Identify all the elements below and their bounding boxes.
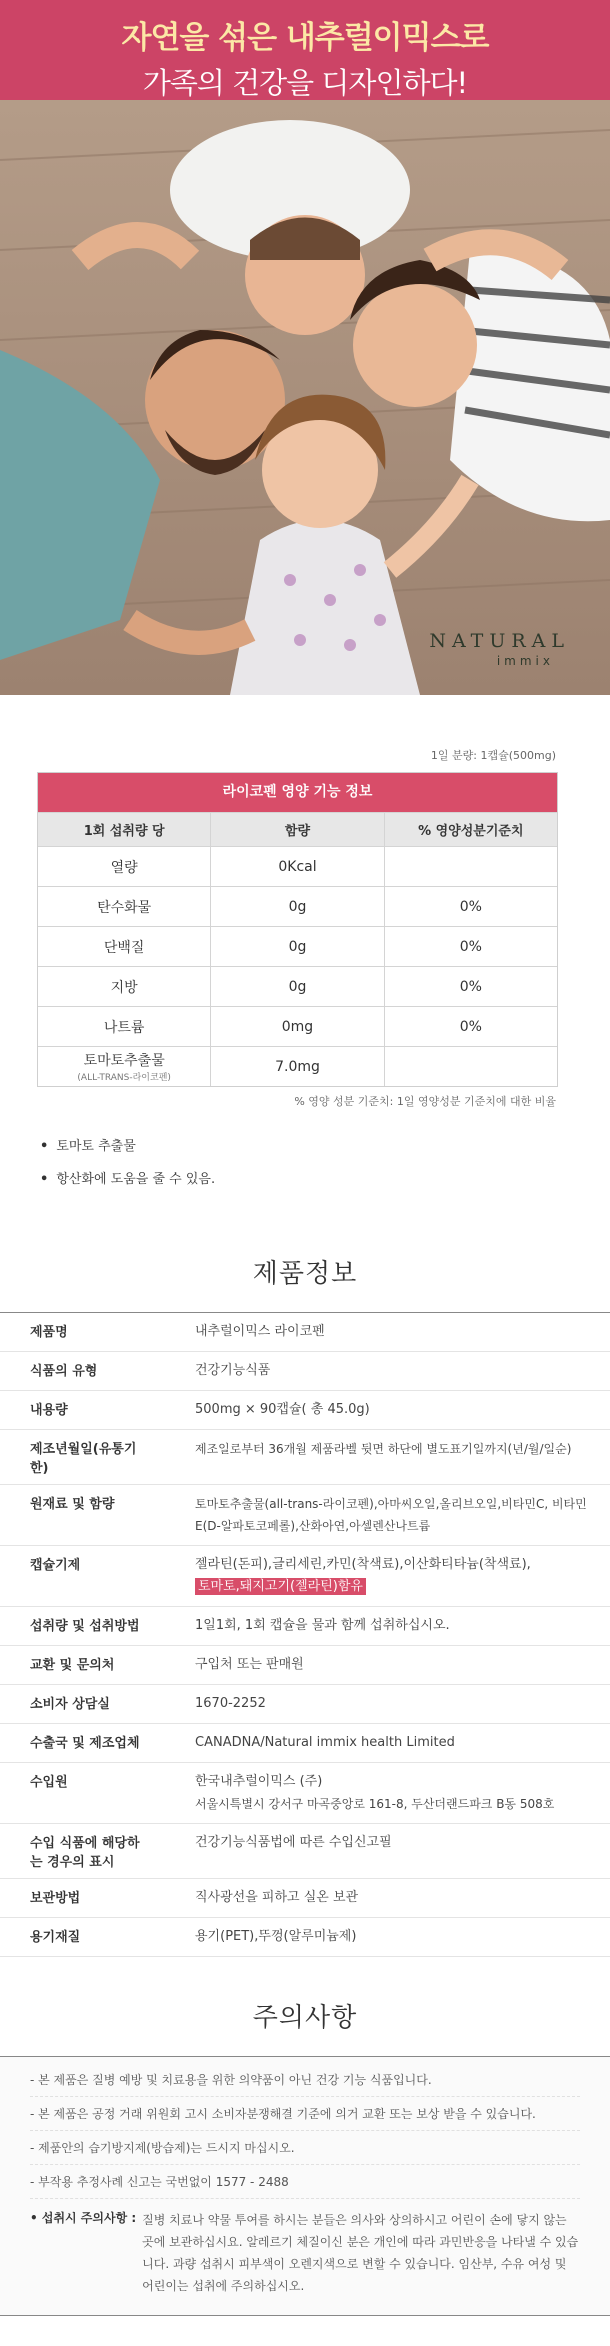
table-row: [0, 1685, 610, 1724]
caution-line: - 본 제품은 질병 예방 및 치료용을 위한 의약품이 아닌 건강 기능 식품입니다.: [30, 2063, 580, 2097]
info-key: 제조년월일(유통기한): [30, 1442, 137, 1476]
hero-section: [0, 0, 610, 695]
nutrient-name: 탄수화물: [97, 899, 152, 916]
column-header: 함량: [210, 813, 383, 846]
caution-title: 주의사항: [252, 2003, 358, 2033]
nutrition-table-header: [38, 812, 557, 846]
table-row: [38, 966, 557, 1006]
info-key: 교환 및 문의처: [30, 1658, 115, 1673]
intake-caution: [30, 2199, 580, 2305]
nutrient-amount: 0g: [210, 927, 383, 966]
info-key: 수입원: [30, 1775, 68, 1790]
nutrient-amount: 0mg: [210, 1007, 383, 1046]
info-value-cell: [150, 1546, 610, 1606]
info-value-cell: [150, 1763, 610, 1823]
nutrient-dv: 0%: [384, 927, 557, 966]
nutrient-name: 지방: [110, 979, 138, 996]
table-row: [38, 926, 557, 966]
list-item: • 항산화에 도움을 줄 수 있음.: [40, 1168, 215, 1187]
nutrient-name: 열량: [110, 859, 138, 876]
info-key: 식품의 유형: [30, 1364, 98, 1379]
nutrient-name: 단백질: [103, 939, 145, 956]
info-value: 1670-2252: [195, 1696, 266, 1711]
nutrient-amount: 7.0mg: [210, 1047, 383, 1086]
product-info-title: 제품정보: [252, 1259, 358, 1289]
table-row: [0, 1546, 610, 1607]
nutrient-subname: (ALL-TRANS-라이코펜): [77, 1073, 171, 1083]
list-item: • 토마토 추출물: [40, 1135, 215, 1154]
table-row: [0, 1430, 610, 1485]
table-row: [0, 1763, 610, 1824]
hero-headline-line1: 자연을 섞은 내추럴이믹스로: [121, 20, 489, 56]
info-value: CANADNA/Natural immix health Limited: [195, 1735, 455, 1750]
info-key: 캡슐기제: [30, 1558, 81, 1573]
info-key: 용기재질: [30, 1930, 81, 1945]
dv-footnote: % 영양 성분 기준치: 1일 영양성분 기준치에 대한 비율: [294, 1095, 556, 1108]
info-value: 500mg × 90캡슐( 총 45.0g): [195, 1402, 370, 1417]
info-value: 용기(PET),뚜껑(알루미늄제): [195, 1929, 357, 1944]
info-value: 구입처 또는 판매원: [195, 1657, 304, 1672]
table-row: [0, 1824, 610, 1879]
table-row: [0, 1879, 610, 1918]
nutrient-dv: [384, 847, 557, 886]
caution-line: - 부작용 추정사례 신고는 국번없이 1577 - 2488: [30, 2165, 580, 2199]
info-value: 건강기능식품법에 따른 수입신고필: [195, 1835, 392, 1850]
info-value: 직사광선을 피하고 실온 보관: [195, 1890, 359, 1905]
brand-logo: [429, 630, 570, 668]
table-row: [38, 1046, 557, 1086]
nutrient-name-cell: [38, 1047, 210, 1086]
brand-name: NATURAL: [429, 630, 570, 652]
nutrient-dv: 0%: [384, 887, 557, 926]
info-value-address: 서울시특별시 강서구 마곡중앙로 161-8, 두산더랜드파크 B동 508호: [195, 1797, 555, 1811]
table-row: [38, 1006, 557, 1046]
info-key: 수출국 및 제조업체: [30, 1736, 140, 1751]
intake-caution-text: 질병 치료나 약물 투여를 하시는 분들은 의사와 상의하시고 어린이 손에 닿지 않는 곳에 보관하십시요. 알레르기 체질이신 분은 개인에 따라 과민반응을 나타낼 수 있습니다. 과량 섭취시 피부색이 오렌지색으로 변할 수 있습니다. 임산부, 수유 여성 및 어린이는 섭취에 주의하십시오.: [142, 2213, 579, 2293]
caution-line: - 본 제품은 공정 거래 위원회 고시 소비자분쟁해결 기준에 의거 교환 또는 보상 받을 수 있습니다.: [30, 2097, 580, 2131]
nutrient-name: 나트륨: [103, 1019, 145, 1036]
hero-headline-band: [0, 0, 610, 100]
info-value: 토마토추출물(all-trans-라이코펜),아마씨오일,올리브오일,비타민C, 비타민E(D-알파토코페롤),산화아연,아셀렌산나트륨: [195, 1497, 587, 1533]
table-row: [38, 846, 557, 886]
hero-headline-line2: 가족의 건강을 디자인하다!: [142, 66, 468, 100]
table-row: [0, 1646, 610, 1685]
nutrient-dv: 0%: [384, 967, 557, 1006]
caution-box: [0, 2056, 610, 2316]
info-value: 제조일로부터 36개월 제품라벨 뒷면 하단에 별도표기일까지(년/월/일순): [195, 1442, 572, 1456]
info-key: 섭취량 및 섭취방법: [30, 1619, 140, 1634]
info-key: 제품명: [30, 1325, 68, 1340]
allergen-highlight: 토마토,돼지고기(젤라틴)함유: [195, 1578, 366, 1595]
table-row: [0, 1391, 610, 1430]
table-row: [0, 1352, 610, 1391]
info-value: 1일1회, 1회 캡슐을 물과 함께 섭취하십시오.: [195, 1618, 450, 1633]
feature-bullets: [40, 1135, 215, 1201]
info-value: 젤라틴(돈피),글리세린,카민(착색료),이산화티타늄(착색료),: [195, 1557, 531, 1572]
nutrient-amount: 0g: [210, 887, 383, 926]
caution-section: [0, 1957, 610, 2346]
intake-caution-label: • 섭취시 주의사항 :: [30, 2211, 137, 2225]
info-key: 보관방법: [30, 1891, 81, 1906]
info-key: 내용량: [30, 1403, 68, 1418]
nutrient-dv: 0%: [384, 1007, 557, 1046]
info-value: 한국내추럴이믹스 (주): [195, 1774, 323, 1789]
nutrient-dv: [384, 1047, 557, 1086]
family-photo: [0, 100, 610, 695]
caution-line: - 제품안의 습기방지제(방습제)는 드시지 마십시오.: [30, 2131, 580, 2165]
nutrition-section: [0, 695, 610, 1235]
nutrient-amount: 0g: [210, 967, 383, 1006]
serving-size: 1일 분량: 1캡슐(500mg): [430, 749, 556, 762]
info-key: 수입 식품에 해당하는 경우의 표시: [30, 1836, 140, 1870]
info-value: 건강기능식품: [195, 1363, 271, 1378]
nutrient-name: 토마토추출물: [83, 1053, 165, 1069]
table-row: [0, 1918, 610, 1957]
table-row: [0, 1313, 610, 1352]
column-header: % 영양성분기준치: [384, 813, 557, 846]
table-row: [0, 1607, 610, 1646]
info-value: 내추럴이믹스 라이코펜: [195, 1324, 325, 1339]
column-header: 1회 섭취량 당: [83, 824, 165, 839]
info-key: 원재료 및 함량: [30, 1497, 115, 1512]
info-key: 소비자 상담실: [30, 1697, 110, 1712]
table-row: [0, 1724, 610, 1763]
product-info-section: [0, 1235, 610, 1957]
table-row: [38, 886, 557, 926]
nutrition-table-title: 라이코펜 영양 기능 정보: [38, 773, 557, 812]
table-row: [0, 1485, 610, 1546]
product-info-table: [0, 1312, 610, 1957]
nutrition-table: [37, 772, 558, 1087]
brand-sub: immix: [496, 654, 554, 668]
nutrient-amount: 0Kcal: [210, 847, 383, 886]
